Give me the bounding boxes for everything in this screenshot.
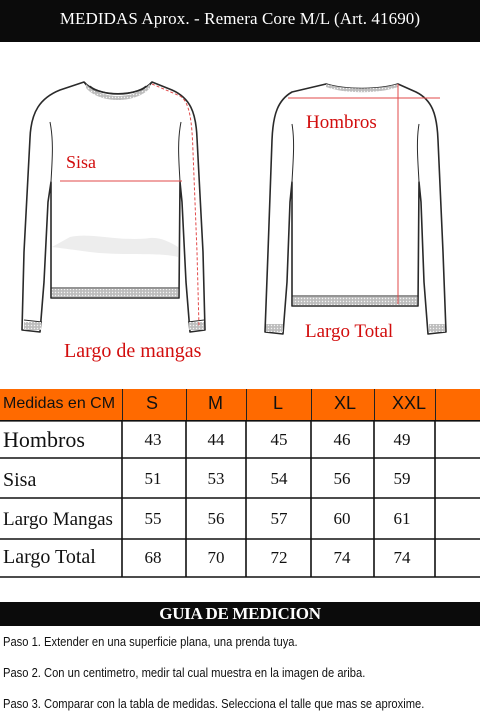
table-cell: 74: [333, 548, 351, 567]
table-cell: 44: [207, 430, 225, 449]
table-row: [0, 501, 480, 542]
table-cell: 46: [333, 430, 351, 449]
table-cell: 56: [333, 469, 351, 488]
largo-mangas-label: Largo de mangas: [64, 340, 202, 362]
table-cell: 45: [270, 430, 288, 449]
header-measures-cm: Medidas en CM: [3, 395, 116, 412]
header-divider: [122, 389, 123, 420]
row-label-largo-mangas: Largo Mangas: [3, 509, 113, 530]
header-size-m: M: [208, 393, 223, 413]
table-cell: 51: [144, 469, 162, 488]
table-cell: 55: [144, 509, 162, 528]
header-size-xl: XL: [334, 393, 357, 413]
table-cell: 53: [207, 469, 225, 488]
row-label-sisa: Sisa: [3, 469, 37, 491]
hombros-label: Hombros: [306, 112, 377, 133]
header-size-l: L: [273, 393, 284, 413]
guide-step-3: Paso 3. Comparar con la tabla de medidas. Selecciona el talle que mas se aproxime.: [3, 696, 425, 711]
header-divider: [246, 389, 247, 420]
guide-step-2: Paso 2. Con un centimetro, medir tal cual muestra en la imagen de ariba.: [3, 665, 366, 680]
row-label-largo-total: Largo Total: [3, 546, 96, 568]
largo-total-label: Largo Total: [305, 321, 394, 342]
guide-bar: [0, 602, 480, 626]
table-cell: 54: [270, 469, 288, 488]
table-cell: 60: [333, 509, 351, 528]
table-cell: 68: [144, 548, 162, 567]
header-divider: [435, 389, 436, 420]
guide-step-1: Paso 1. Extender en una superficie plana, una prenda tuya.: [3, 634, 298, 649]
header-divider: [186, 389, 187, 420]
sisa-label: Sisa: [66, 152, 97, 172]
table-cell: 57: [270, 509, 288, 528]
header-divider: [311, 389, 312, 420]
header-size-xxl: XXL: [392, 393, 427, 413]
header-size-s: S: [146, 393, 159, 413]
page-title: MEDIDAS Aprox. - Remera Core M/L (Art. 41690): [59, 9, 421, 28]
header-divider: [374, 389, 375, 420]
row-label-hombros: Hombros: [3, 427, 85, 452]
table-cell: 70: [207, 548, 225, 567]
table-cell: 61: [393, 509, 411, 528]
shirt-illustration: [0, 42, 480, 380]
table-cell: 56: [207, 509, 225, 528]
table-cell: 74: [393, 548, 411, 567]
table-cell: 43: [144, 430, 162, 449]
table-row: [0, 541, 480, 582]
guide-title: GUIA DE MEDICION: [159, 604, 321, 623]
table-cell: 49: [393, 430, 411, 449]
size-table-header: [0, 389, 480, 420]
table-row: [0, 461, 480, 502]
measurement-diagram: [0, 42, 480, 380]
title-bar: [0, 0, 480, 42]
table-cell: 59: [393, 469, 411, 488]
table-cell: 72: [270, 548, 288, 567]
table-row: [0, 422, 480, 463]
